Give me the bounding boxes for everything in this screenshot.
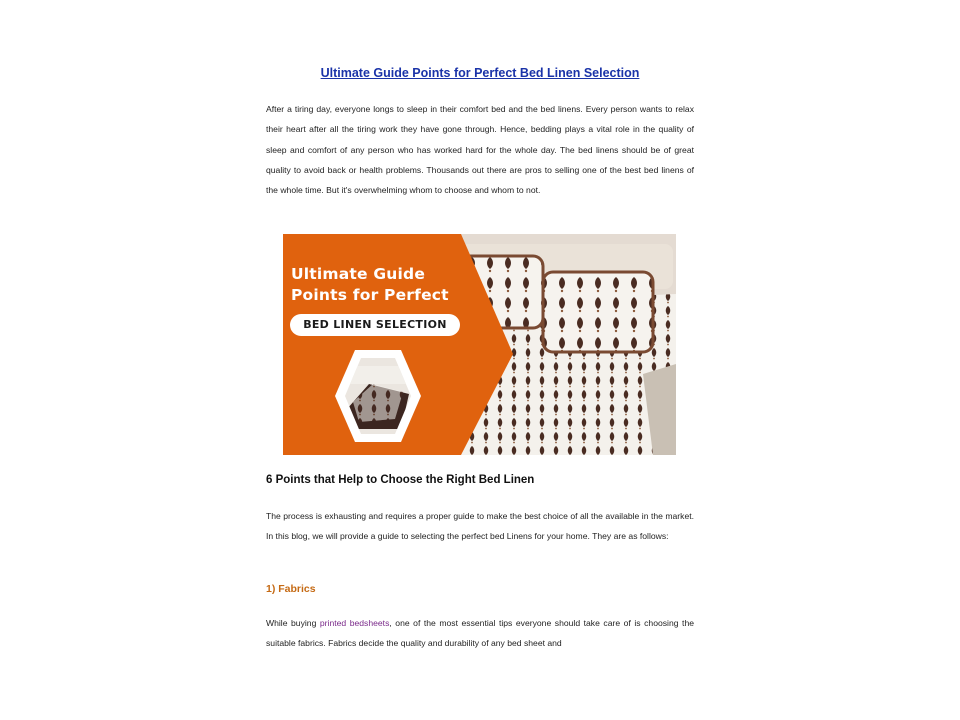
intro-paragraph: After a tiring day, everyone longs to sleep in their comfort bed and the bed linens. Every person wants to relax their heart after all the tiring work they have gone through. Hence, bedding plays a vital role in the quality of sleep and comfort of any person who has worked hard for the whole day. The bed linens should be of great quality to avoid back or health problems. Thousands out there are pros to selling one of the best bed linens of the whole time. But it's overwhelming whom to choose and whom to not. [266, 104, 694, 196]
hero-line-1: Ultimate Guide [291, 265, 426, 283]
section-paragraph: The process is exhausting and requires a proper guide to make the best choice of all the available in the market. In this blog, we will provide a guide to selecting the perfect bed Linens for your home. They are as follows: [266, 511, 694, 542]
point-1-text-before: While buying [266, 618, 320, 628]
hero-badge: BED LINEN SELECTION [290, 314, 460, 336]
point-1-text-after: , one of the most essential tips everyone should take care of is choosing the suitable fabrics. Fabrics decide the quality and durability of any bed sheet and [266, 618, 694, 649]
section-heading: 6 Points that Help to Choose the Right Bed Linen [266, 474, 535, 486]
point-1-heading: 1) Fabrics [266, 583, 316, 595]
hero-line-2: Points for Perfect [291, 286, 449, 304]
point-1-paragraph [266, 613, 694, 654]
document-title[interactable]: Ultimate Guide Points for Perfect Bed Linen Selection [320, 66, 640, 80]
printed-bedsheets-link[interactable]: printed bedsheets [319, 618, 390, 628]
hero-image [283, 234, 676, 455]
hero-headline [291, 264, 449, 306]
